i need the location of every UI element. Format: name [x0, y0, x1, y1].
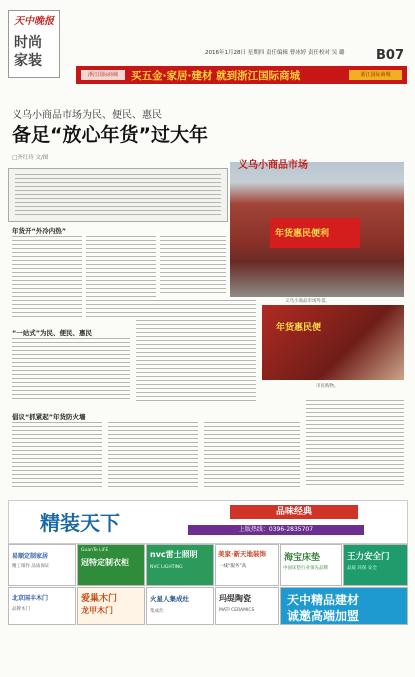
ad-tile-sub: 中国床垫行业领先品牌	[283, 566, 328, 571]
banner-text: 买五金·家居·建材 就到浙江国际商城	[131, 70, 301, 82]
ad-tile-haibao	[280, 544, 342, 586]
column-text-1	[12, 236, 82, 320]
ad-tile-sub: MATI CERAMICS	[219, 608, 255, 613]
ad-tile-sub: 品质 环保 安全	[347, 566, 377, 571]
article-headline: 备足“放心年货”过大年	[12, 124, 208, 146]
ad-tile-title: 王力安全门	[347, 552, 390, 562]
ad-tile-sub: 品牌木门	[12, 607, 30, 612]
ad-tile-sub: 龙甲木门	[81, 606, 113, 615]
section-label-line1: 时尚	[14, 35, 42, 51]
column-text-7	[108, 422, 198, 488]
subhead-3: 倡议“抓紧起”年货防火墙	[12, 413, 86, 421]
shopping-photo	[262, 305, 404, 380]
ad-tile-title: 易顺定制家居	[12, 553, 49, 560]
photo1-sign-text: 义乌小商品市场	[238, 160, 308, 171]
ad-tile-guante	[77, 544, 145, 586]
column-text-8	[204, 422, 300, 488]
logo-text: 天中晚报	[14, 16, 54, 27]
ad-tile-title: 美家·新天地装饰	[218, 550, 266, 558]
ad-tile-aichao	[77, 587, 145, 625]
ad-tile-sub: 诚邀高端加盟	[287, 609, 360, 623]
photo2-banner-text: 年货惠民便	[276, 323, 322, 333]
column-text-6	[12, 422, 102, 488]
photo2-caption: 市民购物。	[316, 384, 339, 389]
ad-phone: 上版热线：0396-2835707	[188, 525, 364, 535]
subhead-2: “一站式”为民、便民、惠民	[12, 329, 93, 337]
lead-text-lines	[15, 174, 221, 216]
ad-tile-sub: 精工细作 品质保证	[12, 564, 50, 569]
ad-tile-huoxingren	[146, 587, 214, 625]
article-byline: □齐红玲 文/图	[12, 155, 49, 161]
ad-tile-title: nvc雷士照明	[150, 550, 198, 559]
column-text-9	[306, 400, 404, 488]
ad-tile-title: 火星人集成灶	[150, 595, 189, 603]
column-text-5	[136, 300, 256, 402]
subhead-1: 年货开“外冷内热”	[12, 227, 67, 235]
banner-left-tag: 浙江国际商城	[81, 70, 125, 80]
banner-right-tag: 浙江国际商城	[349, 70, 402, 80]
ad-tile-title: 北京国丰木门	[12, 595, 49, 602]
photo1-caption: 义乌小商品市场外景。	[285, 299, 330, 304]
ad-tile-nvc	[146, 544, 214, 586]
ad-tile-title: 天中精品建材	[287, 593, 360, 607]
ad-tile-yishun	[8, 544, 76, 586]
article-kicker: 义乌小商品市场为民、便民、惠民	[12, 110, 162, 121]
ad-tile-tianzhong	[280, 587, 408, 625]
ad-tile-title: 海宝床垫	[284, 553, 321, 563]
ad-tile-mati	[215, 587, 279, 625]
column-text-3	[160, 236, 226, 296]
section-label-line2: 家装	[14, 53, 42, 69]
ad-tagline: 品味经典	[230, 505, 358, 519]
ad-tile-sub: NVC LIGHTING	[150, 565, 183, 570]
page-number: B07	[376, 48, 404, 63]
photo1-banner-text: 年货惠民便利	[275, 229, 330, 239]
ad-tile-sub: 集成灶	[150, 609, 164, 614]
ad-tile-guofeng	[8, 587, 76, 625]
ad-tile-sub: GuanTe LiFE	[81, 548, 109, 553]
ad-tile-meijia	[215, 544, 279, 586]
ad-tile-title: 冠特定制衣柜	[81, 558, 129, 567]
ad-tile-wangli	[343, 544, 408, 586]
ad-tile-title: 玛缇陶瓷	[219, 594, 251, 603]
dateline: 2016年1月28日 星期四 责任编辑 曹冰婷 责任校对 吴 璐	[205, 50, 345, 56]
column-text-4	[12, 338, 130, 402]
ad-tile-sub: 一线“服务”高	[219, 564, 247, 569]
ad-slogan: 精装天下	[40, 511, 120, 535]
ad-tile-title: 爱巢木门	[81, 594, 118, 604]
lead-box	[8, 168, 228, 222]
